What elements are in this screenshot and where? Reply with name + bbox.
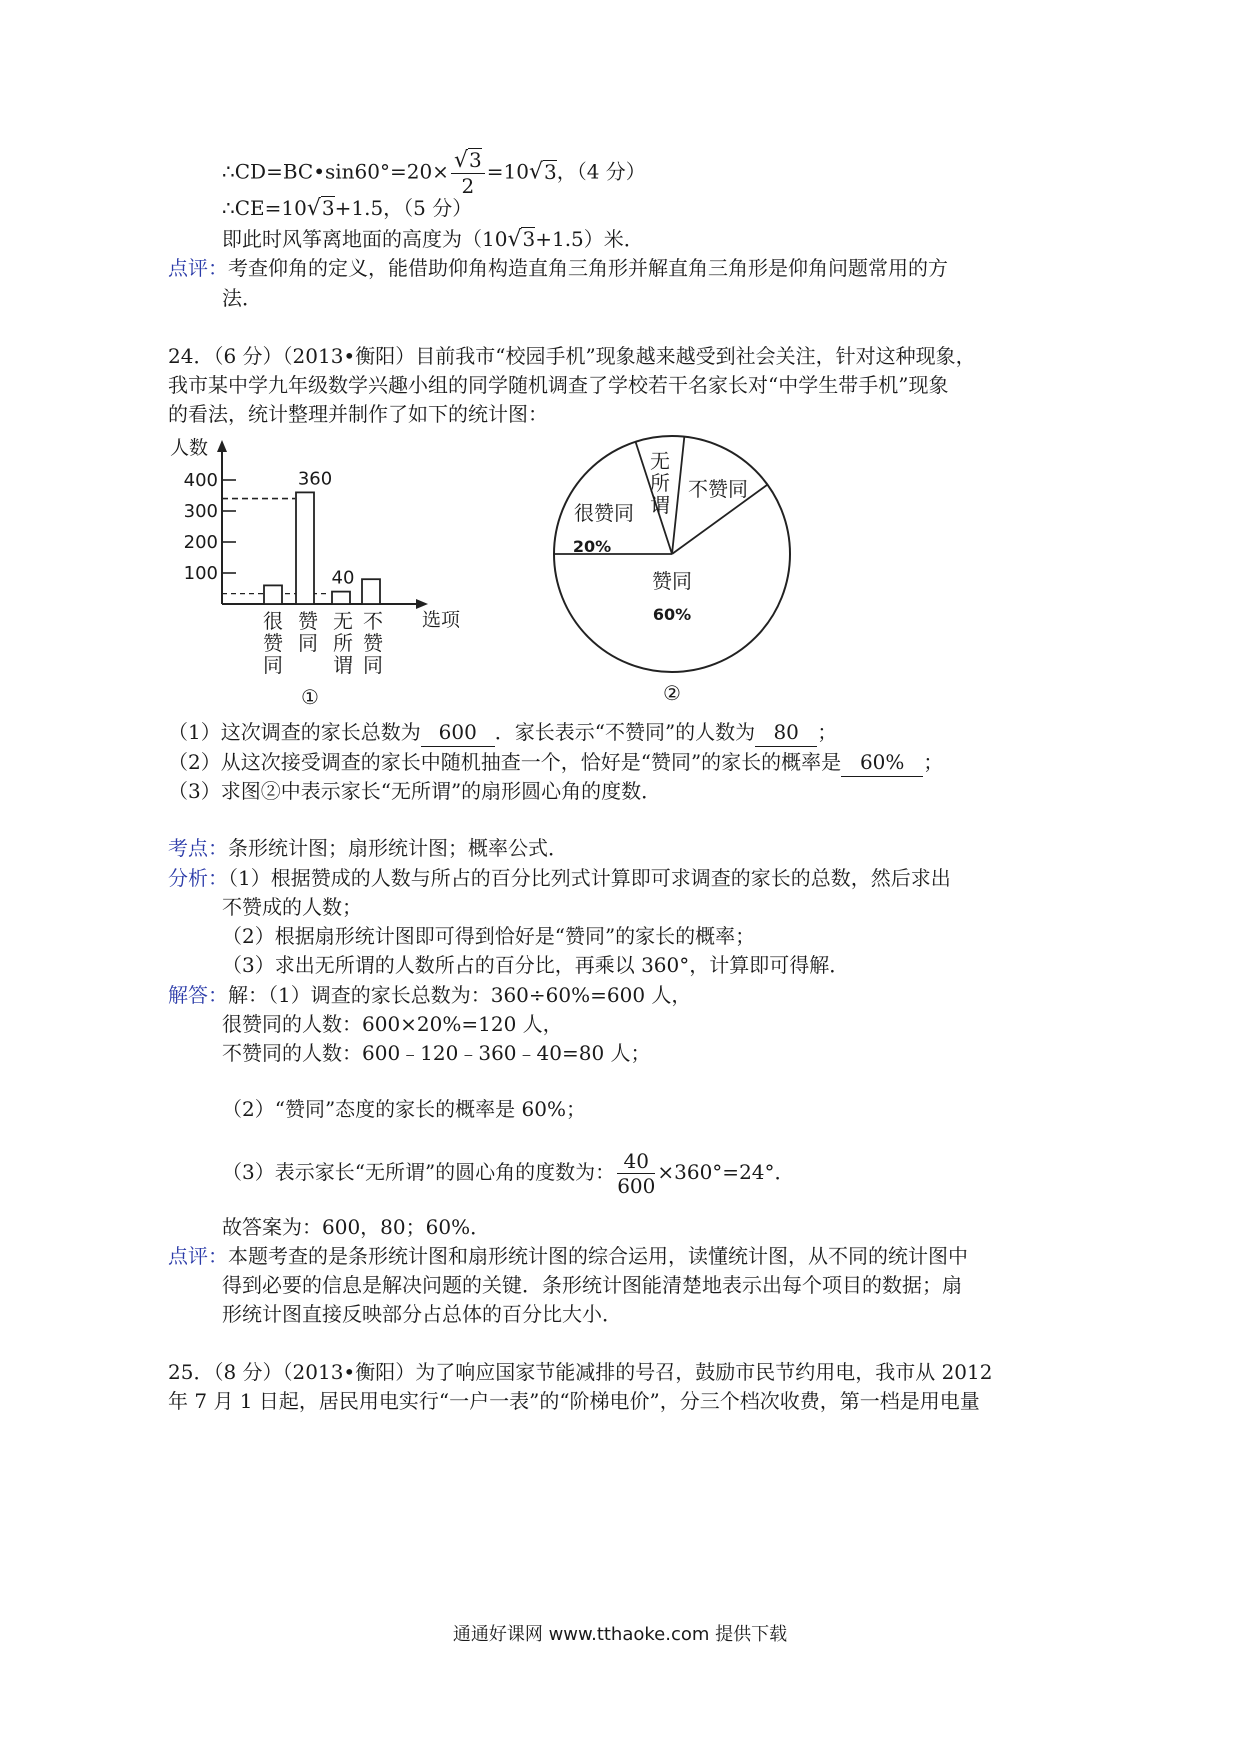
category-label-char: 很 [263, 609, 283, 633]
pie-percent-label: 60% [652, 605, 692, 624]
fraction-40-over-600: $\frac{40}{600}$ [617, 1149, 656, 1198]
y-tick-label: 300 [183, 501, 218, 522]
category-label-char: 同 [263, 653, 283, 677]
jieda-line-3: 不赞同的人数：600﹣120﹣360﹣40=80 人； [222, 1041, 651, 1065]
footer-source: 通通好课网 www.tthaoke.com 提供下载 [452, 1624, 788, 1645]
comment-tag: 点评： [168, 256, 228, 280]
category-label-char: 无 [333, 609, 353, 633]
chart-caption-1: ① [301, 685, 319, 709]
fraction-sqrt3-over-2: $\frac{√3}{2}$ [451, 148, 485, 198]
fenxi-tag: 分析： [168, 866, 228, 890]
y-axis-arrow [217, 440, 227, 452]
kaodian-line: 考点：条形统计图；扇形统计图；概率公式． [168, 836, 568, 860]
dianping-tag: 点评： [168, 1244, 228, 1268]
x-axis-arrow [416, 599, 428, 609]
fenxi-line-2: 不赞成的人数； [222, 895, 362, 919]
q25-line-2: 年 7 月 1 日起，居民用电实行“一户一表”的“阶梯电价”，分三个档次收费，第一档是用电量 [168, 1389, 980, 1413]
pie-chart [548, 418, 798, 718]
solution-line-height: 即此时风筝离地面的高度为（10√3+1.5）米． [222, 227, 644, 252]
bar-1 [264, 585, 282, 604]
q25-line-1: 25．（8 分）（2013•衡阳）为了响应国家节能减排的号召，鼓励市民节约用电，我市从 2012 [168, 1360, 993, 1384]
jieda-tag: 解答： [168, 983, 228, 1007]
x-axis-label: 选项 [422, 609, 461, 631]
q24-part1: （1）这次调查的家长总数为 600 ．家长表示“不赞同”的人数为 80 ； [168, 718, 837, 747]
q24-part2: （2）从这次接受调查的家长中随机抽查一个，恰好是“赞同”的家长的概率是 60% ； [168, 748, 943, 777]
dianping-line-3: 形统计图直接反映部分占总体的百分比大小． [222, 1302, 622, 1326]
dianping-line-2: 得到必要的信息是解决问题的关键．条形统计图能清楚地表示出每个项目的数据；扇 [222, 1273, 962, 1297]
category-label-char: 同 [363, 653, 383, 677]
pie-slice-label-char: 谓 [650, 493, 670, 517]
pie-slice-label: 很赞同 [574, 501, 634, 525]
dianping-line-1: 点评：本题考查的是条形统计图和扇形统计图的综合运用，读懂统计图，从不同的统计图中 [168, 1244, 968, 1268]
category-label-char: 不 [363, 609, 383, 633]
answer-blank-probability: 60% [841, 748, 923, 777]
solution-line-cd: ∴CD=BC•sin60°=20× $\frac{√3}{2}$ =10√3，（4 分） [222, 148, 646, 198]
category-label-char: 同 [298, 631, 318, 655]
comment-line-2: 法． [222, 286, 262, 310]
bar-chart [160, 432, 490, 712]
jieda-line-1: 解答：解：（1）调查的家长总数为：360÷60%=600 人， [168, 983, 692, 1007]
answer-blank-disagree: 80 [755, 718, 817, 747]
jieda-line-5: （3）表示家长“无所谓”的圆心角的度数为： $\frac{40}{600}$ ×360°=24°． [222, 1149, 795, 1198]
category-label-char: 谓 [333, 653, 353, 677]
answer-blank-total: 600 [421, 718, 495, 747]
y-tick-label: 100 [183, 563, 218, 584]
category-label-char: 所 [333, 631, 353, 655]
pie-slice-label: 不赞同 [688, 477, 748, 501]
bar-3 [332, 592, 350, 604]
comment-line-1: 点评：考查仰角的定义，能借助仰角构造直角三角形并解直角三角形是仰角问题常用的方 [168, 256, 948, 280]
kaodian-tag: 考点： [168, 836, 228, 860]
q24-stem-2: 我市某中学九年级数学兴趣小组的同学随机调查了学校若干名家长对“中学生带手机”现象 [168, 373, 949, 397]
bar-2 [296, 492, 314, 604]
chart-caption-2: ② [663, 681, 681, 705]
y-tick-label: 200 [183, 532, 218, 553]
jieda-line-4: （2）“赞同”态度的家长的概率是 60%； [222, 1097, 586, 1121]
fenxi-line-3: （2）根据扇形统计图即可得到恰好是“赞同”的家长的概率； [222, 924, 756, 948]
q24-stem-1: 24．（6 分）（2013•衡阳）目前我市“校园手机”现象越来越受到社会关注，针对这种现象， [168, 344, 976, 368]
fenxi-line-4: （3）求出无所谓的人数所占的百分比，再乘以 360°，计算即可得解． [222, 953, 850, 977]
q24-stem-3: 的看法，统计整理并制作了如下的统计图： [168, 402, 548, 426]
q24-part3: （3）求图②中表示家长“无所谓”的扇形圆心角的度数． [168, 779, 662, 803]
category-label-char: 赞 [363, 631, 383, 655]
jieda-line-2: 很赞同的人数：600×20%=120 人， [222, 1012, 563, 1036]
bar-value-label: 40 [331, 567, 355, 589]
pie-slice-label: 赞同 [652, 569, 692, 593]
pie-percent-label: 20% [572, 537, 612, 556]
fenxi-line-1: 分析：（1）根据赞成的人数与所占的百分比列式计算即可求调查的家长的总数，然后求出 [168, 866, 951, 890]
solution-line-ce: ∴CE=10√3+1.5，（5 分） [222, 196, 473, 221]
category-label-char: 赞 [263, 631, 283, 655]
jieda-line-6: 故答案为：600，80；60%． [222, 1215, 491, 1239]
bar-value-label: 360 [297, 468, 333, 490]
category-label-char: 赞 [298, 609, 318, 633]
y-tick-label: 400 [183, 470, 218, 491]
pie-slice-label-char: 无 [650, 449, 670, 473]
bar-4 [362, 579, 380, 604]
y-axis-label: 人数 [170, 437, 209, 459]
pie-slice-label-char: 所 [650, 471, 670, 495]
